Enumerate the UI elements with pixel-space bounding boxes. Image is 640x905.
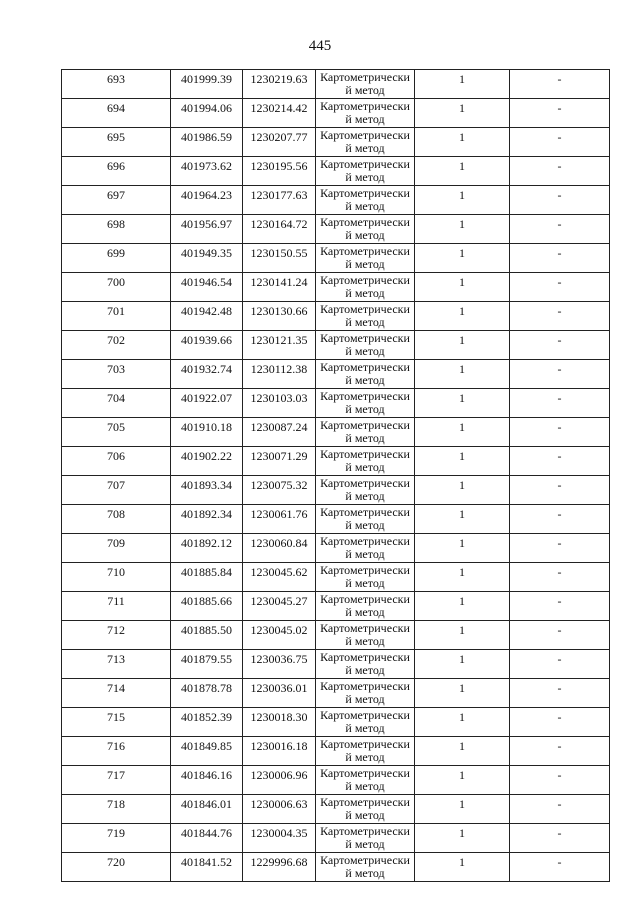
- method-cell: Картометрически й метод: [316, 389, 415, 418]
- x-coordinate-cell: 401849.85: [171, 737, 243, 766]
- method-cell: Картометрически й метод: [316, 360, 415, 389]
- x-coordinate-cell: 401939.66: [171, 331, 243, 360]
- x-coordinate-cell: 401885.50: [171, 621, 243, 650]
- method-cell: Картометрически й метод: [316, 99, 415, 128]
- y-coordinate-cell: 1230045.02: [243, 621, 316, 650]
- accuracy-cell: 1: [415, 157, 510, 186]
- x-coordinate-cell: 401946.54: [171, 273, 243, 302]
- x-coordinate-cell: 401956.97: [171, 215, 243, 244]
- accuracy-cell: 1: [415, 186, 510, 215]
- point-number-cell: 715: [62, 708, 171, 737]
- y-coordinate-cell: 1230018.30: [243, 708, 316, 737]
- y-coordinate-cell: 1230006.63: [243, 795, 316, 824]
- x-coordinate-cell: 401973.62: [171, 157, 243, 186]
- accuracy-cell: 1: [415, 505, 510, 534]
- accuracy-cell: 1: [415, 215, 510, 244]
- table-row: [62, 563, 610, 592]
- table-row: [62, 534, 610, 563]
- y-coordinate-cell: 1230061.76: [243, 505, 316, 534]
- point-number-cell: 702: [62, 331, 171, 360]
- x-coordinate-cell: 401964.23: [171, 186, 243, 215]
- point-number-cell: 714: [62, 679, 171, 708]
- method-cell: Картометрически й метод: [316, 302, 415, 331]
- y-coordinate-cell: 1230150.55: [243, 244, 316, 273]
- point-number-cell: 698: [62, 215, 171, 244]
- method-cell: Картометрически й метод: [316, 331, 415, 360]
- y-coordinate-cell: 1230103.03: [243, 389, 316, 418]
- method-cell: Картометрически й метод: [316, 447, 415, 476]
- method-cell: Картометрически й метод: [316, 824, 415, 853]
- x-coordinate-cell: 401846.16: [171, 766, 243, 795]
- x-coordinate-cell: 401844.76: [171, 824, 243, 853]
- note-cell: -: [510, 128, 610, 157]
- point-number-cell: 694: [62, 99, 171, 128]
- note-cell: -: [510, 621, 610, 650]
- point-number-cell: 711: [62, 592, 171, 621]
- note-cell: -: [510, 650, 610, 679]
- point-number-cell: 708: [62, 505, 171, 534]
- table-row: [62, 186, 610, 215]
- table-body: [62, 70, 610, 882]
- point-number-cell: 704: [62, 389, 171, 418]
- note-cell: -: [510, 157, 610, 186]
- x-coordinate-cell: 401932.74: [171, 360, 243, 389]
- y-coordinate-cell: 1230071.29: [243, 447, 316, 476]
- note-cell: -: [510, 244, 610, 273]
- method-cell: Картометрически й метод: [316, 273, 415, 302]
- page-number: 445: [308, 38, 332, 54]
- method-cell: Картометрически й метод: [316, 476, 415, 505]
- note-cell: -: [510, 708, 610, 737]
- x-coordinate-cell: 401879.55: [171, 650, 243, 679]
- method-cell: Картометрически й метод: [316, 157, 415, 186]
- point-number-cell: 705: [62, 418, 171, 447]
- y-coordinate-cell: 1230060.84: [243, 534, 316, 563]
- accuracy-cell: 1: [415, 331, 510, 360]
- method-cell: Картометрически й метод: [316, 853, 415, 882]
- y-coordinate-cell: 1230016.18: [243, 737, 316, 766]
- point-number-cell: 720: [62, 853, 171, 882]
- method-cell: Картометрически й метод: [316, 505, 415, 534]
- table-row: [62, 766, 610, 795]
- table-row: [62, 389, 610, 418]
- x-coordinate-cell: 401885.66: [171, 592, 243, 621]
- accuracy-cell: 1: [415, 128, 510, 157]
- accuracy-cell: 1: [415, 853, 510, 882]
- accuracy-cell: 1: [415, 650, 510, 679]
- method-cell: Картометрически й метод: [316, 128, 415, 157]
- x-coordinate-cell: 401942.48: [171, 302, 243, 331]
- table-row: [62, 302, 610, 331]
- note-cell: -: [510, 853, 610, 882]
- accuracy-cell: 1: [415, 447, 510, 476]
- y-coordinate-cell: 1230045.27: [243, 592, 316, 621]
- note-cell: -: [510, 824, 610, 853]
- point-number-cell: 712: [62, 621, 171, 650]
- table-row: [62, 708, 610, 737]
- accuracy-cell: 1: [415, 360, 510, 389]
- accuracy-cell: 1: [415, 795, 510, 824]
- note-cell: -: [510, 331, 610, 360]
- y-coordinate-cell: 1230164.72: [243, 215, 316, 244]
- table-row: [62, 70, 610, 99]
- table-row: [62, 157, 610, 186]
- note-cell: -: [510, 563, 610, 592]
- table-row: [62, 592, 610, 621]
- note-cell: -: [510, 186, 610, 215]
- method-cell: Картометрически й метод: [316, 592, 415, 621]
- coordinates-table: [61, 69, 610, 882]
- accuracy-cell: 1: [415, 824, 510, 853]
- x-coordinate-cell: 401999.39: [171, 70, 243, 99]
- note-cell: -: [510, 505, 610, 534]
- method-cell: Картометрически й метод: [316, 650, 415, 679]
- method-cell: Картометрически й метод: [316, 534, 415, 563]
- point-number-cell: 697: [62, 186, 171, 215]
- x-coordinate-cell: 401902.22: [171, 447, 243, 476]
- y-coordinate-cell: 1230045.62: [243, 563, 316, 592]
- x-coordinate-cell: 401852.39: [171, 708, 243, 737]
- point-number-cell: 706: [62, 447, 171, 476]
- note-cell: -: [510, 795, 610, 824]
- point-number-cell: 716: [62, 737, 171, 766]
- note-cell: -: [510, 360, 610, 389]
- x-coordinate-cell: 401986.59: [171, 128, 243, 157]
- x-coordinate-cell: 401892.34: [171, 505, 243, 534]
- table-row: [62, 824, 610, 853]
- method-cell: Картометрически й метод: [316, 563, 415, 592]
- x-coordinate-cell: 401910.18: [171, 418, 243, 447]
- note-cell: -: [510, 389, 610, 418]
- accuracy-cell: 1: [415, 389, 510, 418]
- note-cell: -: [510, 476, 610, 505]
- y-coordinate-cell: 1230177.63: [243, 186, 316, 215]
- point-number-cell: 713: [62, 650, 171, 679]
- note-cell: -: [510, 592, 610, 621]
- note-cell: -: [510, 534, 610, 563]
- table-row: [62, 360, 610, 389]
- y-coordinate-cell: 1230112.38: [243, 360, 316, 389]
- method-cell: Картометрически й метод: [316, 679, 415, 708]
- y-coordinate-cell: 1230036.75: [243, 650, 316, 679]
- point-number-cell: 707: [62, 476, 171, 505]
- note-cell: -: [510, 766, 610, 795]
- accuracy-cell: 1: [415, 621, 510, 650]
- y-coordinate-cell: 1230207.77: [243, 128, 316, 157]
- accuracy-cell: 1: [415, 766, 510, 795]
- table-row: [62, 331, 610, 360]
- method-cell: Картометрически й метод: [316, 621, 415, 650]
- method-cell: Картометрически й метод: [316, 186, 415, 215]
- point-number-cell: 693: [62, 70, 171, 99]
- x-coordinate-cell: 401846.01: [171, 795, 243, 824]
- y-coordinate-cell: 1230004.35: [243, 824, 316, 853]
- table-row: [62, 505, 610, 534]
- y-coordinate-cell: 1230141.24: [243, 273, 316, 302]
- table-row: [62, 795, 610, 824]
- point-number-cell: 719: [62, 824, 171, 853]
- x-coordinate-cell: 401994.06: [171, 99, 243, 128]
- accuracy-cell: 1: [415, 679, 510, 708]
- y-coordinate-cell: 1230087.24: [243, 418, 316, 447]
- point-number-cell: 696: [62, 157, 171, 186]
- point-number-cell: 695: [62, 128, 171, 157]
- point-number-cell: 703: [62, 360, 171, 389]
- table-row: [62, 128, 610, 157]
- y-coordinate-cell: 1230036.01: [243, 679, 316, 708]
- note-cell: -: [510, 302, 610, 331]
- y-coordinate-cell: 1230075.32: [243, 476, 316, 505]
- method-cell: Картометрически й метод: [316, 737, 415, 766]
- point-number-cell: 700: [62, 273, 171, 302]
- point-number-cell: 710: [62, 563, 171, 592]
- table-row: [62, 476, 610, 505]
- accuracy-cell: 1: [415, 563, 510, 592]
- note-cell: -: [510, 447, 610, 476]
- method-cell: Картометрически й метод: [316, 418, 415, 447]
- x-coordinate-cell: 401949.35: [171, 244, 243, 273]
- method-cell: Картометрически й метод: [316, 766, 415, 795]
- y-coordinate-cell: 1230214.42: [243, 99, 316, 128]
- table-row: [62, 273, 610, 302]
- y-coordinate-cell: 1230195.56: [243, 157, 316, 186]
- accuracy-cell: 1: [415, 70, 510, 99]
- accuracy-cell: 1: [415, 592, 510, 621]
- x-coordinate-cell: 401893.34: [171, 476, 243, 505]
- x-coordinate-cell: 401841.52: [171, 853, 243, 882]
- note-cell: -: [510, 215, 610, 244]
- method-cell: Картометрически й метод: [316, 70, 415, 99]
- accuracy-cell: 1: [415, 708, 510, 737]
- table-row: [62, 99, 610, 128]
- accuracy-cell: 1: [415, 302, 510, 331]
- method-cell: Картометрически й метод: [316, 244, 415, 273]
- point-number-cell: 718: [62, 795, 171, 824]
- table-row: [62, 650, 610, 679]
- x-coordinate-cell: 401885.84: [171, 563, 243, 592]
- point-number-cell: 717: [62, 766, 171, 795]
- table-row: [62, 853, 610, 882]
- accuracy-cell: 1: [415, 273, 510, 302]
- method-cell: Картометрически й метод: [316, 215, 415, 244]
- note-cell: -: [510, 418, 610, 447]
- method-cell: Картометрически й метод: [316, 708, 415, 737]
- method-cell: Картометрически й метод: [316, 795, 415, 824]
- accuracy-cell: 1: [415, 418, 510, 447]
- table-row: [62, 447, 610, 476]
- note-cell: -: [510, 70, 610, 99]
- table-row: [62, 737, 610, 766]
- y-coordinate-cell: 1230219.63: [243, 70, 316, 99]
- x-coordinate-cell: 401878.78: [171, 679, 243, 708]
- table-row: [62, 215, 610, 244]
- table-row: [62, 679, 610, 708]
- note-cell: -: [510, 737, 610, 766]
- accuracy-cell: 1: [415, 99, 510, 128]
- accuracy-cell: 1: [415, 737, 510, 766]
- accuracy-cell: 1: [415, 534, 510, 563]
- point-number-cell: 701: [62, 302, 171, 331]
- table-row: [62, 418, 610, 447]
- accuracy-cell: 1: [415, 244, 510, 273]
- y-coordinate-cell: 1230121.35: [243, 331, 316, 360]
- point-number-cell: 699: [62, 244, 171, 273]
- y-coordinate-cell: 1230006.96: [243, 766, 316, 795]
- y-coordinate-cell: 1230130.66: [243, 302, 316, 331]
- note-cell: -: [510, 273, 610, 302]
- note-cell: -: [510, 679, 610, 708]
- point-number-cell: 709: [62, 534, 171, 563]
- note-cell: -: [510, 99, 610, 128]
- accuracy-cell: 1: [415, 476, 510, 505]
- y-coordinate-cell: 1229996.68: [243, 853, 316, 882]
- x-coordinate-cell: 401922.07: [171, 389, 243, 418]
- table-row: [62, 244, 610, 273]
- table-row: [62, 621, 610, 650]
- x-coordinate-cell: 401892.12: [171, 534, 243, 563]
